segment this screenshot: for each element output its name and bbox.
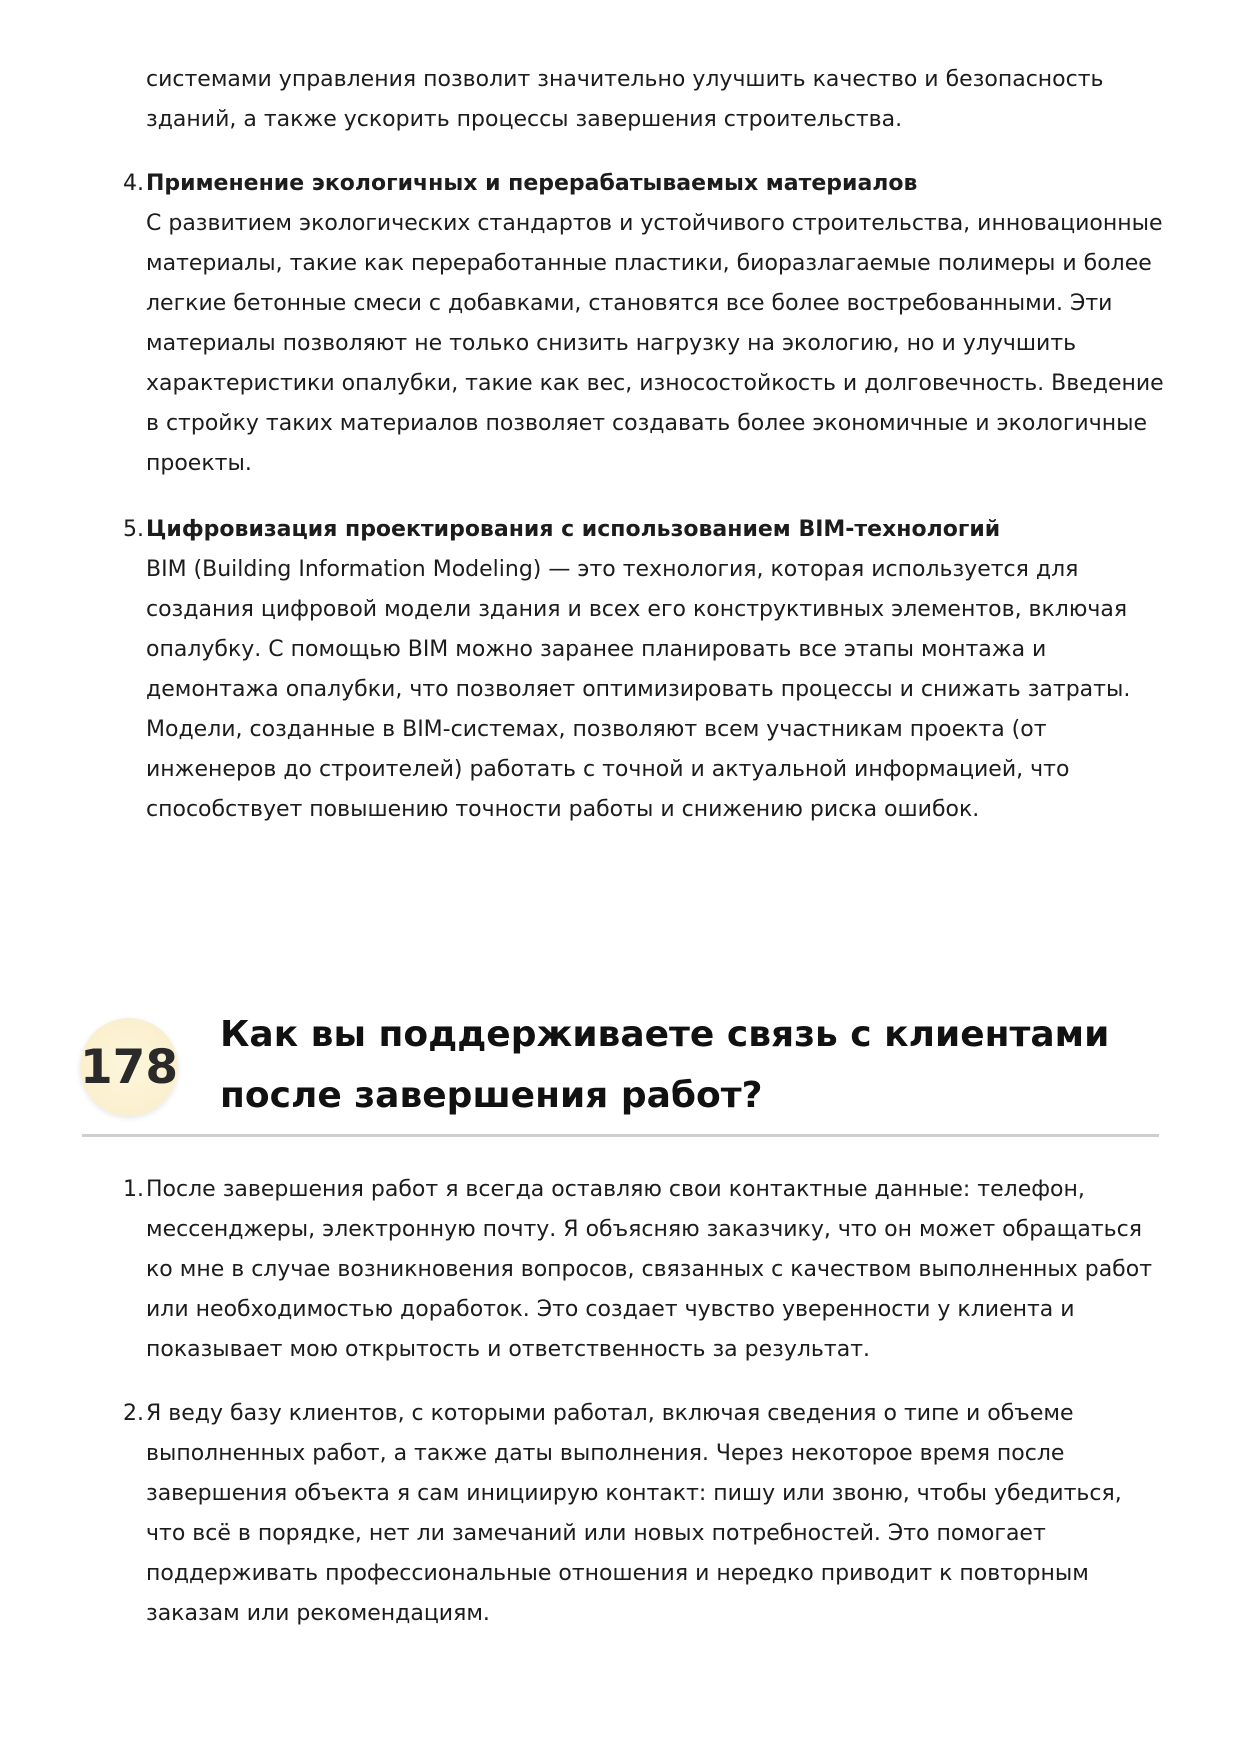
answer-item [123, 1394, 1166, 1634]
list-item [123, 164, 1166, 484]
list-item-title: Цифровизация проектирования с использованием BIM-технологий [146, 517, 1001, 542]
list-item-title: Применение экологичных и перерабатываемых материалов [146, 171, 918, 196]
intro-paragraph: системами управления позволит значительно улучшить качество и безопасность зданий, а также ускорить процессы завершения строительства. [146, 67, 1104, 132]
answer-item [123, 1170, 1166, 1370]
answer-item-body: После завершения работ я всегда оставляю свои контактные данные: телефон, мессенджеры, электронную почту. Я объясняю заказчику, что он может обращаться ко мне в случае возникновения вопросов, связанных с качеством выполненных работ или необходимостью доработок. Это создает чувство уверенности у клиента и показывает мою открытость и ответственность за результат. [146, 1177, 1153, 1362]
list-item-body: BIM (Building Information Modeling) — это технология, которая используется для создания цифровой модели здания и всех его конструктивных элементов, включая опалубку. С помощью BIM можно заранее планировать все этапы монтажа и демонтажа опалубки, что позволяет оптимизировать процессы и снижать затраты. Модели, созданные в BIM-системах, позволяют всем участникам проекта (от инженеров до строителей) работать с точной и актуальной информацией, что способствует повышению точности работы и снижению риска ошибок. [146, 557, 1131, 822]
answer-item-body: Я веду базу клиентов, с которыми работал, включая сведения о типе и объеме выполненных работ, а также даты выполнения. Через некоторое время после завершения объекта я сам инициирую контакт: пишу или звоню, чтобы убедиться, что всё в порядке, нет ли замечаний или новых потребностей. Это помогает поддерживать профессиональные отношения и нередко приводит к повторным заказам или рекомендациям. [146, 1401, 1122, 1626]
answer-item-number: 1. [123, 1177, 144, 1202]
question-divider [82, 1134, 1159, 1137]
list-item [123, 510, 1166, 830]
answer-item-number: 2. [123, 1401, 144, 1426]
question-number-badge: 178 [80, 1018, 178, 1116]
list-item-body: С развитием экологических стандартов и устойчивого строительства, инновационные материалы, такие как переработанные пластики, биоразлагаемые полимеры и более легкие бетонные смеси с добавками, становятся все более востребованными. Эти материалы позволяют не только снизить нагрузку на экологию, но и улучшить характеристики опалубки, такие как вес, износостойкость и долговечность. Введение в стройку таких материалов позволяет создавать более экономичные и экологичные проекты. [146, 211, 1164, 476]
list-item-number: 4. [123, 171, 144, 196]
list-item-number: 5. [123, 517, 144, 542]
question-title: Как вы поддерживаете связь с клиентами после завершения работ? [220, 1014, 1110, 1116]
